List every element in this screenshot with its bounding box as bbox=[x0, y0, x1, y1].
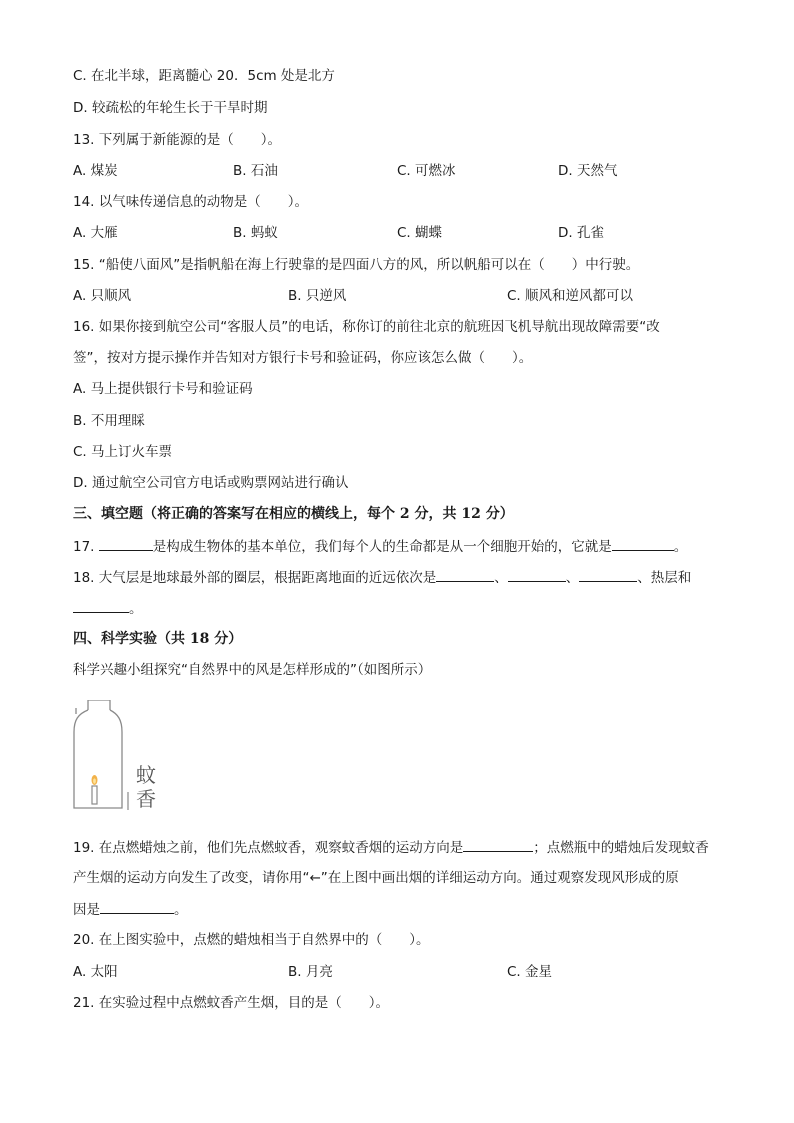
q14-option-a: A. 大雁 bbox=[73, 225, 118, 241]
q18-text-2: 、热层和 bbox=[637, 570, 692, 586]
q16-stem-line2: 签”，按对方提示操作并告知对方银行卡号和验证码，你应该怎么做（ ）。 bbox=[73, 350, 533, 366]
q14-option-c: C. 蝴蝶 bbox=[397, 225, 443, 241]
section-4-intro: 科学兴趣小组探究“自然界中的风是怎样形成的”（如图所示） bbox=[73, 662, 432, 678]
q19-text-2: ；点燃瓶中的蜡烛后发现蚊香 bbox=[533, 840, 709, 856]
q12-option-c: C. 在北半球，距离髓心 20．5cm 处是北方 bbox=[73, 68, 335, 84]
q14-option-b: B. 蚂蚁 bbox=[233, 225, 278, 241]
q17-blank-1[interactable] bbox=[99, 537, 153, 551]
figure-label-bottom: 香 bbox=[136, 787, 156, 811]
q21-stem: 21. 在实验过程中点燃蚊香产生烟，目的是（ ）。 bbox=[73, 995, 390, 1011]
q16-option-a: A. 马上提供银行卡号和验证码 bbox=[73, 381, 253, 397]
q18-blank-3[interactable] bbox=[579, 568, 637, 582]
q15-option-c: C. 顺风和逆风都可以 bbox=[507, 288, 634, 304]
q18-blank-4[interactable] bbox=[73, 599, 129, 613]
section-3-heading: 三、填空题（将正确的答案写在相应的横线上，每个 2 分，共 12 分） bbox=[73, 506, 514, 522]
q13-option-d: D. 天然气 bbox=[558, 163, 618, 179]
q17-end: 。 bbox=[673, 539, 688, 555]
q19-line2: 产生烟的运动方向发生了改变，请你用“←”在上图中画出烟的详细运动方向。通过观察发现风形成的原 bbox=[73, 870, 679, 886]
q19-blank-1[interactable] bbox=[463, 838, 533, 852]
candle-icon bbox=[92, 775, 98, 804]
q18-sep-2: 、 bbox=[565, 570, 580, 586]
q18-line2 bbox=[73, 599, 143, 618]
q16-option-d: D. 通过航空公司官方电话或购票网站进行确认 bbox=[73, 475, 349, 491]
q16-option-c: C. 马上订火车票 bbox=[73, 444, 173, 460]
q17-number: 17. bbox=[73, 539, 99, 555]
q15-option-a: A. 只顺风 bbox=[73, 288, 132, 304]
figure-label-top: 蚊 bbox=[136, 763, 156, 787]
q20-option-c: C. 金星 bbox=[507, 964, 553, 980]
q20-option-b: B. 月亮 bbox=[288, 964, 333, 980]
q18-end: 。 bbox=[129, 601, 143, 617]
q13-stem: 13. 下列属于新能源的是（ ）。 bbox=[73, 132, 282, 148]
q18-blank-1[interactable] bbox=[436, 568, 494, 582]
q18-text: 18. 大气层是地球最外部的圈层，根据距离地面的近远依次是 bbox=[73, 570, 437, 586]
q16-stem-line1: 16. 如果你接到航空公司“客服人员”的电话，称你订的前往北京的航班因飞机导航出现故障需要“改 bbox=[73, 319, 660, 335]
q13-option-c: C. 可燃冰 bbox=[397, 163, 456, 179]
experiment-figure bbox=[70, 700, 170, 816]
q19-text-3: 因是 bbox=[73, 902, 100, 918]
section-4-heading: 四、科学实验（共 18 分） bbox=[73, 631, 243, 647]
q19-line1 bbox=[73, 838, 709, 857]
q17-text: 是构成生物体的基本单位，我们每个人的生命都是从一个细胞开始的，它就是 bbox=[152, 539, 612, 555]
q18-sep-1: 、 bbox=[494, 570, 508, 586]
bottle-neck bbox=[88, 700, 110, 710]
q19-line3 bbox=[73, 900, 188, 919]
q19-blank-2[interactable] bbox=[100, 900, 174, 914]
q13-option-b: B. 石油 bbox=[233, 163, 278, 179]
bottle-body bbox=[74, 710, 122, 808]
q17-blank-2[interactable] bbox=[612, 537, 674, 551]
q16-option-b: B. 不用理睬 bbox=[73, 413, 145, 429]
q18-blank-2[interactable] bbox=[508, 568, 566, 582]
q18-line1 bbox=[73, 568, 691, 587]
q14-stem: 14. 以气味传递信息的动物是（ ）。 bbox=[73, 194, 309, 210]
q19-text-1: 19. 在点燃蜡烛之前，他们先点燃蚊香，观察蚊香烟的运动方向是 bbox=[73, 840, 464, 856]
q15-stem: 15. “船使八面风”是指帆船在海上行驶靠的是四面八方的风，所以帆船可以在（ ）中行驶。 bbox=[73, 257, 640, 273]
q14-option-d: D. 孔雀 bbox=[558, 225, 604, 241]
q12-option-d: D. 较疏松的年轮生长于干旱时期 bbox=[73, 100, 268, 116]
q20-stem: 20. 在上图实验中，点燃的蜡烛相当于自然界中的（ ）。 bbox=[73, 932, 430, 948]
q17 bbox=[73, 537, 687, 556]
q15-option-b: B. 只逆风 bbox=[288, 288, 347, 304]
q13-option-a: A. 煤炭 bbox=[73, 163, 118, 179]
q20-option-a: A. 太阳 bbox=[73, 964, 118, 980]
q19-end: 。 bbox=[174, 902, 188, 918]
